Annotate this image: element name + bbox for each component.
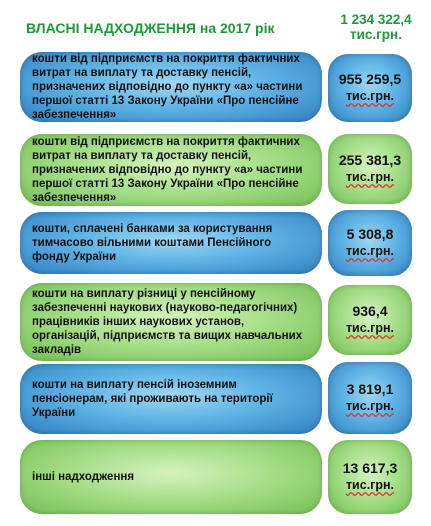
amount-unit: тис.грн. [345,244,395,258]
income-item-description [20,134,322,206]
income-item-text: кошти від підприємств на покриття фактичних витрат на виплату та доставку пенсій, призначених відповідно до пункту «а» частини першої статті 13 Закону України «Про пенсійне забезпечення» [32,53,303,121]
income-item-description [20,283,322,361]
amount-value: 955 259,5 [338,71,402,87]
income-item-description [20,440,322,514]
amount-unit: тис.грн. [345,478,395,492]
total-unit: тис.грн. [350,27,402,42]
income-item-description [20,364,322,434]
amount-unit: тис.грн. [345,89,395,103]
income-item-text: інші надходження [32,471,135,483]
income-item-description [20,212,322,274]
amount-value: 255 381,3 [338,152,402,168]
amount-value: 13 617,3 [342,460,398,476]
page-title: ВЛАСНІ НАДХОДЖЕННЯ на 2017 рік [26,20,275,36]
amount-value: 936,4 [352,303,388,319]
income-item-amount [328,54,412,122]
amount-unit: тис.грн. [345,399,395,413]
income-item-amount [328,285,412,355]
income-item-amount [328,210,412,276]
income-item-amount [328,440,412,514]
income-item-amount [328,134,412,204]
income-item-text: кошти на виплату пенсій іноземним пенсіонерам, які проживають на території України [32,379,273,419]
amount-value: 3 819,1 [346,381,394,397]
total-amount [326,12,426,42]
income-item-text: кошти від підприємств на покриття фактичних витрат на виплату та доставку пенсій, призначених відповідно до пункту «а» частини першої статті 13 Закону України «Про пенсійне забезпечення» [32,136,303,204]
amount-value: 5 308,8 [346,226,394,242]
income-item-description [20,52,322,122]
income-item-text: кошти, сплачені банками за користування тимчасово вільними коштами Пенсійного фонду України [32,223,273,263]
amount-unit: тис.грн. [345,321,395,335]
amount-unit: тис.грн. [345,170,395,184]
income-item-text: кошти на виплату різниці у пенсійному забезпеченні наукових (науково-педагогічних) працівників інших наукових установ, організацій, підприємств та вищих навчальних закладів [32,288,303,356]
income-item-amount [328,362,412,434]
total-value: 1 234 322,4 [340,12,412,27]
